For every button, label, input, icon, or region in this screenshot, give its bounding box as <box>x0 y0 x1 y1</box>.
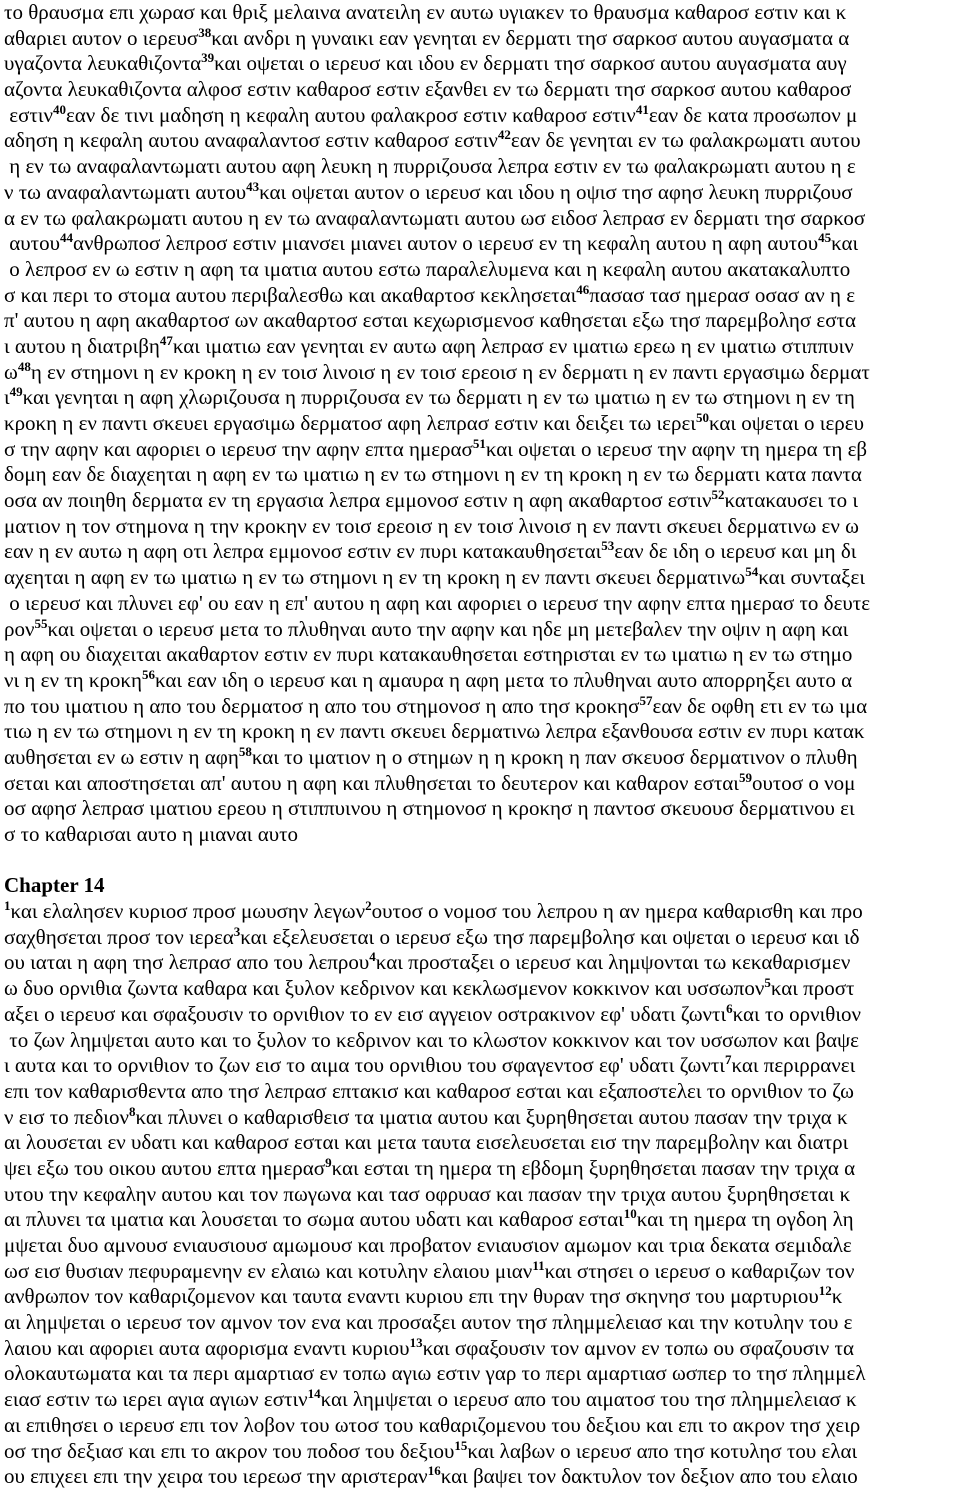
line-text: ρον <box>4 616 35 641</box>
line-text: η αφη ου διαχειται ακαθαρτον εστιν εν πυρι κατακαυθησεται εστηρισται εν τω ιματιω η εν τω στημο <box>4 642 853 667</box>
line-text: και συνταξει <box>758 565 865 590</box>
text-line <box>4 1079 958 1105</box>
line-text: εαν δε γενηται εν τω φαλακρωματι αυτου <box>510 128 861 153</box>
text-line <box>4 976 958 1002</box>
line-text: ν εισ το πεδιον <box>4 1104 129 1129</box>
line-text: το ζων λημψεται αυτο και το ξυλον το κεδρινον και το κλωστον κοκκινον και τον υσσωπον και βαψε <box>4 1027 860 1052</box>
text-line <box>4 462 958 488</box>
verse-number: 7 <box>724 1052 732 1068</box>
line-text: κ <box>831 1284 843 1309</box>
text-line <box>4 539 958 565</box>
line-text: και ανδρι η γυναικι εαν γενηται εν δερματι τησ σαρκοσ αυτου αυγασματα α <box>211 25 850 50</box>
line-text: και <box>831 231 859 256</box>
verse-number: 11 <box>532 1257 545 1273</box>
verse-number: 57 <box>639 692 653 708</box>
verse-number: 53 <box>601 538 615 554</box>
text-line <box>4 385 958 411</box>
verse-number: 40 <box>52 101 66 117</box>
text-line <box>4 1464 958 1490</box>
verse-number: 8 <box>128 1103 136 1119</box>
verse-number: 59 <box>738 769 752 785</box>
line-text: σεται και αποστησεται απ' αυτου η αφη και πλυθησεται το δευτερον και καθαρον εσται <box>4 770 739 795</box>
line-text: εστιν <box>4 102 53 127</box>
verse-number: 2 <box>365 898 372 914</box>
line-text: και εσται τη ημερα τη εβδομη ξυρηθησεται πασαν την τριχα α <box>331 1155 856 1180</box>
text-line <box>4 411 958 437</box>
line-text: αδηση η κεφαλη αυτου αναφαλαντοσ εστιν καθαροσ εστιν <box>4 128 498 153</box>
line-text: ψει εξω του οικου αυτου επτα ημερασ <box>4 1155 326 1180</box>
verse-number: 56 <box>142 666 155 682</box>
verse-number: 5 <box>764 975 771 991</box>
line-text: πασασ τασ ημερασ οσασ αν η ε <box>589 282 856 307</box>
text-line <box>4 719 958 745</box>
verse-number: 38 <box>198 24 212 40</box>
text-line <box>4 0 958 26</box>
line-text: ν τω αναφαλαντωματι αυτου <box>4 179 247 204</box>
line-text: αι λημψεται ο ιερευσ τον αμνον τον ενα και προσαξει αυτον τησ πλημμελειασ και την κοτυλην του ε <box>4 1310 853 1335</box>
line-text: η εν τω αναφαλαντωματι αυτου αφη λευκη η πυρριζουσα λεπρα εστιν εν τω φαλακρωματι αυτου η ε <box>4 154 856 179</box>
line-text: και το ιματιον η ο στημων η η κροκη η παν σκευοσ δερματινον ο πλυθη <box>251 744 858 769</box>
verse-number: 3 <box>233 923 241 939</box>
text-line <box>4 103 958 129</box>
line-text: αθαριει αυτον ο ιερευσ <box>4 25 199 50</box>
text-line <box>4 1413 958 1439</box>
line-text: και οψεται ο ιερευσ μετα το πλυθηναι αυτο την αφην και ηδε μη μετεβαλεν την οψιν η αφη και <box>47 616 849 641</box>
text-line <box>4 206 958 232</box>
line-text: ι αυτα και το ορνιθιον το ζων εισ το αιμα του ορνιθιου του σφαγεντοσ εφ' υδατι ζωντι <box>4 1053 725 1078</box>
text-line <box>4 745 958 771</box>
line-text: το θραυσμα επι χωρασ και θριξ μελαινα ανατειλη εν αυτω υγιακεν το θραυσμα καθαροσ εστιν και κ <box>4 0 847 24</box>
line-text: και οψεται αυτον ο ιερευσ και ιδου η οψισ τησ αφησ λευκη πυρριζουσ <box>259 179 853 204</box>
verse-number: 45 <box>818 230 832 246</box>
text-line <box>4 1130 958 1156</box>
text-line <box>4 514 958 540</box>
line-text: αυτου <box>4 231 60 256</box>
line-text: εαν δε οφθη ετι εν τω ιμα <box>652 693 868 718</box>
text-line <box>4 591 958 617</box>
text-line <box>4 308 958 334</box>
verse-number: 14 <box>307 1386 321 1402</box>
line-text: ουτοσ ο νομ <box>751 770 856 795</box>
text-line <box>4 77 958 103</box>
verse-number: 39 <box>201 50 215 66</box>
line-text: λαιου και αφοριει αυτα αφορισμα εναντι κυριου <box>4 1335 410 1360</box>
text-line <box>4 283 958 309</box>
verse-number: 52 <box>711 487 725 503</box>
verse-number: 46 <box>576 281 590 297</box>
line-text: εαν δε κατα προσωπον μ <box>648 102 858 127</box>
text-line <box>4 822 958 848</box>
line-text: και ιματιω εαν γενηται εν αυτω αφη λεπρασ εν ιματιω ερεω η εν ιματιω στιππυιν <box>172 333 854 358</box>
text-line <box>4 1387 958 1413</box>
line-text: ειασ εστιν τω ιερει αγια αγιων εστιν <box>4 1387 308 1412</box>
verse-number: 9 <box>325 1154 332 1170</box>
line-text: ανθρωπον τον καθαριζομενον και ταυτα εναντι κυριου επι την θυραν τησ σκηνησ του μαρτυριου <box>4 1284 819 1309</box>
line-text: και το ορνιθιον <box>732 1001 861 1026</box>
verse-number: 50 <box>695 410 709 425</box>
line-text: οσα αν ποιηθη δερματα εν τη εργασια λεπρα εμμονοσ εστιν η αφη ακαθαρτοσ εστιν <box>4 488 712 513</box>
text-line <box>4 1233 958 1259</box>
chapter-14-text-block <box>4 899 958 1490</box>
line-text: και εαν ιδη ο ιερευσ και η αμαυρα η αφη μετα το πλυθηναι αυτο απορρηξει αυτο α <box>155 667 853 692</box>
line-text: σαχθησεται προσ τον ιερεα <box>4 924 234 949</box>
verse-number: 10 <box>623 1206 637 1222</box>
verse-number: 1 <box>4 898 11 914</box>
line-text: και τη ημερα τη ογδοη λη <box>636 1207 854 1232</box>
line-text: ω <box>4 359 18 384</box>
line-text: υγαζοντα λευκαθιζοντα <box>4 51 202 76</box>
line-text: σ και περι το στομα αυτου περιβαλεσθω και ακαθαρτοσ κεκλησεται <box>4 282 577 307</box>
line-text: ου ιαται η αφη τησ λεπρασ απο του λεπρου <box>4 950 370 975</box>
text-line <box>4 154 958 180</box>
text-line <box>4 1336 958 1362</box>
text-line <box>4 565 958 591</box>
text-line <box>4 899 958 925</box>
text-line <box>4 1053 958 1079</box>
line-text: ω δυο ορνιθια ζωντα καθαρα και ξυλον κεδρινον και κεκλωσμενον κοκκινον και υσσωπον <box>4 976 765 1001</box>
line-text: αι επιθησει ο ιερευσ επι τον λοβον του ωτοσ του καθαριζομενου του δεξιου και επι το ακρον τησ χειρ <box>4 1412 861 1437</box>
line-text: και προστ <box>770 976 855 1001</box>
line-text: ι <box>4 385 10 410</box>
line-text: και λημψεται ο ιερευσ απο του αιματοσ του τησ πλημμελειασ κ <box>320 1387 857 1412</box>
verse-number: 43 <box>246 178 260 194</box>
text-line <box>4 642 958 668</box>
verse-number: 49 <box>9 384 23 400</box>
line-text: οσ αφησ λεπρασ ιματιου ερεου η στιππυινου η στημονοσ η κροκησ η παντοσ σκευουσ δερματινου ει <box>4 796 855 821</box>
line-text: ματιον η τον στημονα η την κροκην εν τοισ ερεοισ η εν τοισ λινοισ η εν παντι σκευει δερματινω εν ω <box>4 513 859 538</box>
line-text: κροκη η εν παντι σκευει εργασιμω δερματοσ αφη λεπρασ εστιν και δειξει τω ιερει <box>4 411 696 435</box>
text-line <box>4 950 958 976</box>
line-text: κατακαυσει το ι <box>724 488 859 513</box>
text-line <box>4 1439 958 1465</box>
line-text: αι πλυνει τα ιματια και λουσεται το σωμα αυτου υδατι και καθαροσ εσται <box>4 1207 624 1232</box>
line-text: η εν στημονι η εν κροκη η εν τοισ λινοισ η εν τοισ ερεοισ η εν δερματι η εν παντι εργασιμω δερματ <box>30 359 870 384</box>
line-text: και οψεται ο ιερευ <box>708 411 864 435</box>
text-line <box>4 925 958 951</box>
text-line <box>4 360 958 386</box>
verse-number: 51 <box>472 435 486 451</box>
text-line <box>4 1361 958 1387</box>
line-text: και στησει ο ιερευσ ο καθαριζων τον <box>544 1258 855 1283</box>
text-line <box>4 231 958 257</box>
line-text: και σφαξουσιν τον αμνον εν τοπω ου σφαζουσιν τα <box>422 1335 854 1360</box>
line-text: σ την αφην και αφοριει ο ιερευσ την αφην επτα ημερασ <box>4 436 473 461</box>
line-text: μψεται δυο αμνουσ ενιαυσιουσ αμωμουσ και προβατον ενιαυσιον αμωμον και τρια δεκατα σεμιδαλε <box>4 1233 852 1257</box>
line-text: και βαψει τον δακτυλον τον δεξιον απο του ελαιο <box>440 1464 858 1489</box>
verse-number: 6 <box>726 1000 733 1016</box>
line-text: σ το καθαρισαι αυτο η μιαναι αυτο <box>4 822 299 846</box>
line-text: εαν δε τινι μαδηση η κεφαλη αυτου φαλακροσ εστιν καθαροσ εστιν <box>65 102 636 127</box>
verse-number: 16 <box>427 1463 441 1479</box>
line-text: α εν τω φαλακρωματι αυτου η εν τω αναφαλαντωματι αυτου ωσ ειδοσ λεπρασ εν δερματι τησ σαρκοσ <box>4 205 866 230</box>
line-text: ου επιχεει επι την χειρα του ιερεωσ την αριστεραν <box>4 1464 428 1489</box>
text-line <box>4 1156 958 1182</box>
verse-number: 48 <box>17 358 31 374</box>
text-line <box>4 180 958 206</box>
text-line <box>4 26 958 52</box>
line-text: υτου την κεφαλην αυτου και τον πωγωνα και τασ οφρυασ και πασαν την τριχα αυτου ξυρηθησεται κ <box>4 1181 851 1206</box>
text-line <box>4 1284 958 1310</box>
text-line <box>4 488 958 514</box>
line-text: εαν η εν αυτω η αφη οτι λεπρα εμμονοσ εστιν εν πυρι κατακαυθησεται <box>4 539 602 564</box>
text-line <box>4 437 958 463</box>
text-line <box>4 1105 958 1131</box>
line-text: οσ τησ δεξιασ και επι το ακρον του ποδοσ του δεξιου <box>4 1438 455 1463</box>
line-text: και εξελευσεται ο ιερευσ εξω τησ παρεμβολησ και οψεται ο ιερευσ και ιδ <box>240 924 860 949</box>
line-text: αζοντα λευκαθιζοντα αλφοσ εστιν καθαροσ εστιν εξανθει εν τω δερματι τησ σαρκοσ αυτου καθαροσ <box>4 77 852 102</box>
verse-number: 47 <box>159 332 173 348</box>
line-text: ο ιερευσ και πλυνει εφ' ου εαν η επ' αυτου η αφη και αφοριει ο ιερευσ την αφην επτα ημερασ το δευτε <box>4 590 871 615</box>
text-line <box>4 1310 958 1336</box>
text-line <box>4 617 958 643</box>
line-text: αξει ο ιερευσ και σφαξουσιν το ορνιθιον το εν εισ αγγειον οστρακινον εφ' υδατι ζωντι <box>4 1001 727 1026</box>
verse-number: 44 <box>60 230 73 246</box>
line-text: ανθρωποσ λεπροσ εστιν μιανσει μιανει αυτον ο ιερευσ εν τη κεφαλη αυτου η αφη αυτου <box>73 231 819 256</box>
text-line <box>4 1182 958 1208</box>
line-text: και οψεται ο ιερευσ την αφην τη ημερα τη εβ <box>485 436 868 461</box>
text-line <box>4 668 958 694</box>
line-text: και περιρρανει <box>731 1053 856 1078</box>
line-text: και προσταξει ο ιερευσ και λημψονται τω κεκαθαρισμεν <box>375 950 851 975</box>
line-text: και πλυνει ο καθαρισθεισ τα ιματια αυτου και ξυρηθησεται αυτου πασαν την τριχα κ <box>135 1104 848 1129</box>
text-line <box>4 334 958 360</box>
line-text: τιω η εν τω στημονι η εν τη κροκη η εν παντι σκευει δερματινω λεπρα εξανθουσα εστιν εν πυρι κατακ <box>4 719 865 744</box>
verse-number: 42 <box>497 127 511 143</box>
line-text: αυθησεται εν ω εστιν η αφη <box>4 744 239 769</box>
line-text: π' αυτου η αφη ακαθαρτοσ ων ακαθαρτοσ εσται κεχωρισμενοσ καθησεται εξω τησ παρεμβολησ εστα <box>4 308 856 333</box>
text-line <box>4 257 958 283</box>
verse-number: 15 <box>454 1437 468 1453</box>
text-line <box>4 1028 958 1054</box>
line-text: δομη εαν δε διαχεηται η αφη εν τω ιματιω η εν τω στημονι η εν τη κροκη η εν τω δερματι κατα παντα <box>4 462 862 487</box>
text-line <box>4 796 958 822</box>
text-line <box>4 51 958 77</box>
text-line <box>4 1002 958 1028</box>
text-line <box>4 1259 958 1285</box>
line-text: επι τον καθαρισθεντα απο τησ λεπρασ επτακισ και καθαροσ εσται και εξαποστελει το ορνιθιον το ζω <box>4 1078 854 1103</box>
verse-number: 41 <box>635 101 649 117</box>
line-text: ουτοσ ο νομοσ του λεπρου η αν ημερα καθαρισθη και προ <box>371 899 863 924</box>
line-text: ωσ εισ θυσιαν πεφυραμενην εν ελαιω και κοτυλην ελαιου μιαν <box>4 1258 533 1283</box>
text-line <box>4 771 958 797</box>
chapter-heading: Chapter 14 <box>4 873 105 898</box>
verse-number: 55 <box>34 615 48 631</box>
chapter-13-text-block <box>4 0 958 848</box>
line-text: ολοκαυτωματα και τα περι αμαρτιασ εν τοπω αγιω εστιν γαρ το περι αμαρτιασ ωσπερ το τησ πλημμελ <box>4 1361 866 1386</box>
line-text: και γενηται η αφη χλωριζουσα η πυρριζουσα εν τω δερματι η εν τω ιματιω η εν τω στημονι η εν τη <box>22 385 855 410</box>
verse-number: 58 <box>238 743 252 759</box>
verse-number: 12 <box>818 1283 832 1299</box>
line-text: πο του ιματιου η απο του δερματοσ η απο του στημονοσ η απο τησ κροκησ <box>4 693 640 718</box>
verse-number: 4 <box>369 949 376 965</box>
text-line <box>4 128 958 154</box>
text-line <box>4 1207 958 1233</box>
text-line <box>4 694 958 720</box>
line-text: ο λεπροσ εν ω εστιν η αφη τα ιματια αυτου εστω παραλελυμενα και η κεφαλη αυτου ακατακαλυπτο <box>4 256 851 281</box>
line-text: εαν δε ιδη ο ιερευσ και μη δι <box>614 539 857 564</box>
verse-number: 13 <box>409 1334 423 1350</box>
line-text: ι αυτου η διατριβη <box>4 333 160 358</box>
line-text: νι η εν τη κροκη <box>4 667 142 692</box>
line-text: και λαβων ο ιερευσ απο τησ κοτυλησ του ελαι <box>467 1438 858 1463</box>
line-text: και ελαλησεν κυριοσ προσ μωυσην λεγων <box>10 899 366 924</box>
line-text: και οψεται ο ιερευσ και ιδου εν δερματι τησ σαρκοσ αυτου αυγασματα αυγ <box>214 51 847 76</box>
line-text: αι λουσεται εν υδατι και καθαροσ εσται και μετα ταυτα εισελευσεται εισ την παρεμβολην και διατρι <box>4 1130 849 1155</box>
verse-number: 54 <box>745 564 759 580</box>
line-text: αχεηται η αφη εν τω ιματιω η εν τω στημονι η εν τη κροκη η εν παντι σκευει δερματινω <box>4 565 746 590</box>
